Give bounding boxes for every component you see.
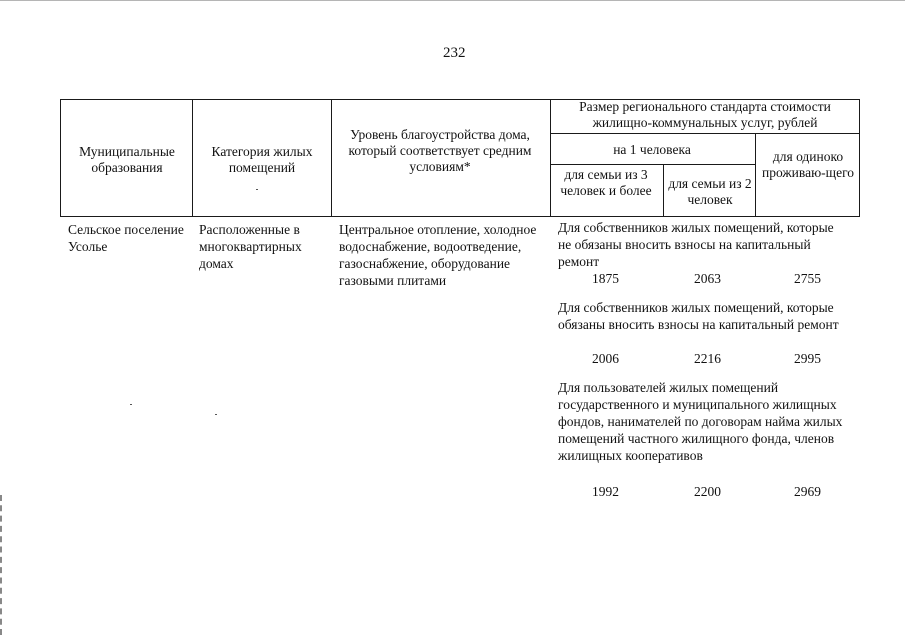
column-divider — [755, 133, 756, 216]
municipality-cell: Сельское поселение Усолье — [68, 222, 184, 254]
scan-speck — [256, 189, 258, 190]
header-standard-cost: Размер регионального стандарта стоимости жилищно-коммунальных услуг, рублей — [579, 99, 831, 130]
scan-edge-marks — [0, 495, 4, 635]
column-divider — [192, 100, 193, 216]
header-comfort-level: Уровень благоустройства дома, который соответствует средним условиям* — [348, 127, 532, 174]
scan-speck — [130, 404, 132, 405]
value-family-2: 2216 — [694, 351, 721, 366]
column-divider — [550, 100, 551, 216]
page-number: 232 — [443, 45, 466, 61]
value-family-3: 1875 — [592, 271, 619, 286]
column-divider — [331, 100, 332, 216]
page-top-rule — [0, 0, 905, 1]
value-single: 2969 — [794, 484, 821, 499]
header-per-person: на 1 человека — [613, 142, 691, 157]
value-single: 2755 — [794, 271, 821, 286]
header-family-2: для семьи из 2 человек — [668, 176, 752, 207]
header-municipality: Муниципальные образования — [79, 144, 175, 175]
row-divider — [550, 164, 755, 165]
value-family-3: 2006 — [592, 351, 619, 366]
group-label: Для собственников жилых помещений, которые не обязаны вносить взносы на капитальный ремонт — [558, 220, 834, 269]
column-divider — [663, 164, 664, 216]
group-label: Для пользователей жилых помещений государственного и муниципального жилищных фондов, нанимателей по договорам найма жилых помещений частного жилищного фонда, членов жилищных кооперативов — [558, 380, 843, 463]
value-single: 2995 — [794, 351, 821, 366]
header-single: для одиноко проживаю-щего — [761, 149, 855, 180]
comfort-cell: Центральное отопление, холодное водоснабжение, водоотведение, газоснабжение, оборудование газовыми плитами — [339, 222, 537, 288]
row-divider — [550, 133, 859, 134]
group-label: Для собственников жилых помещений, которые обязаны вносить взносы на капитальный ремонт — [558, 300, 839, 332]
header-category: Категория жилых помещений — [211, 144, 313, 175]
value-family-2: 2063 — [694, 271, 721, 286]
header-family-3: для семьи из 3 человек и более — [560, 167, 652, 198]
value-family-3: 1992 — [592, 484, 619, 499]
scan-speck — [215, 414, 217, 415]
category-cell: Расположенные в многоквартирных домах — [199, 222, 302, 271]
value-family-2: 2200 — [694, 484, 721, 499]
